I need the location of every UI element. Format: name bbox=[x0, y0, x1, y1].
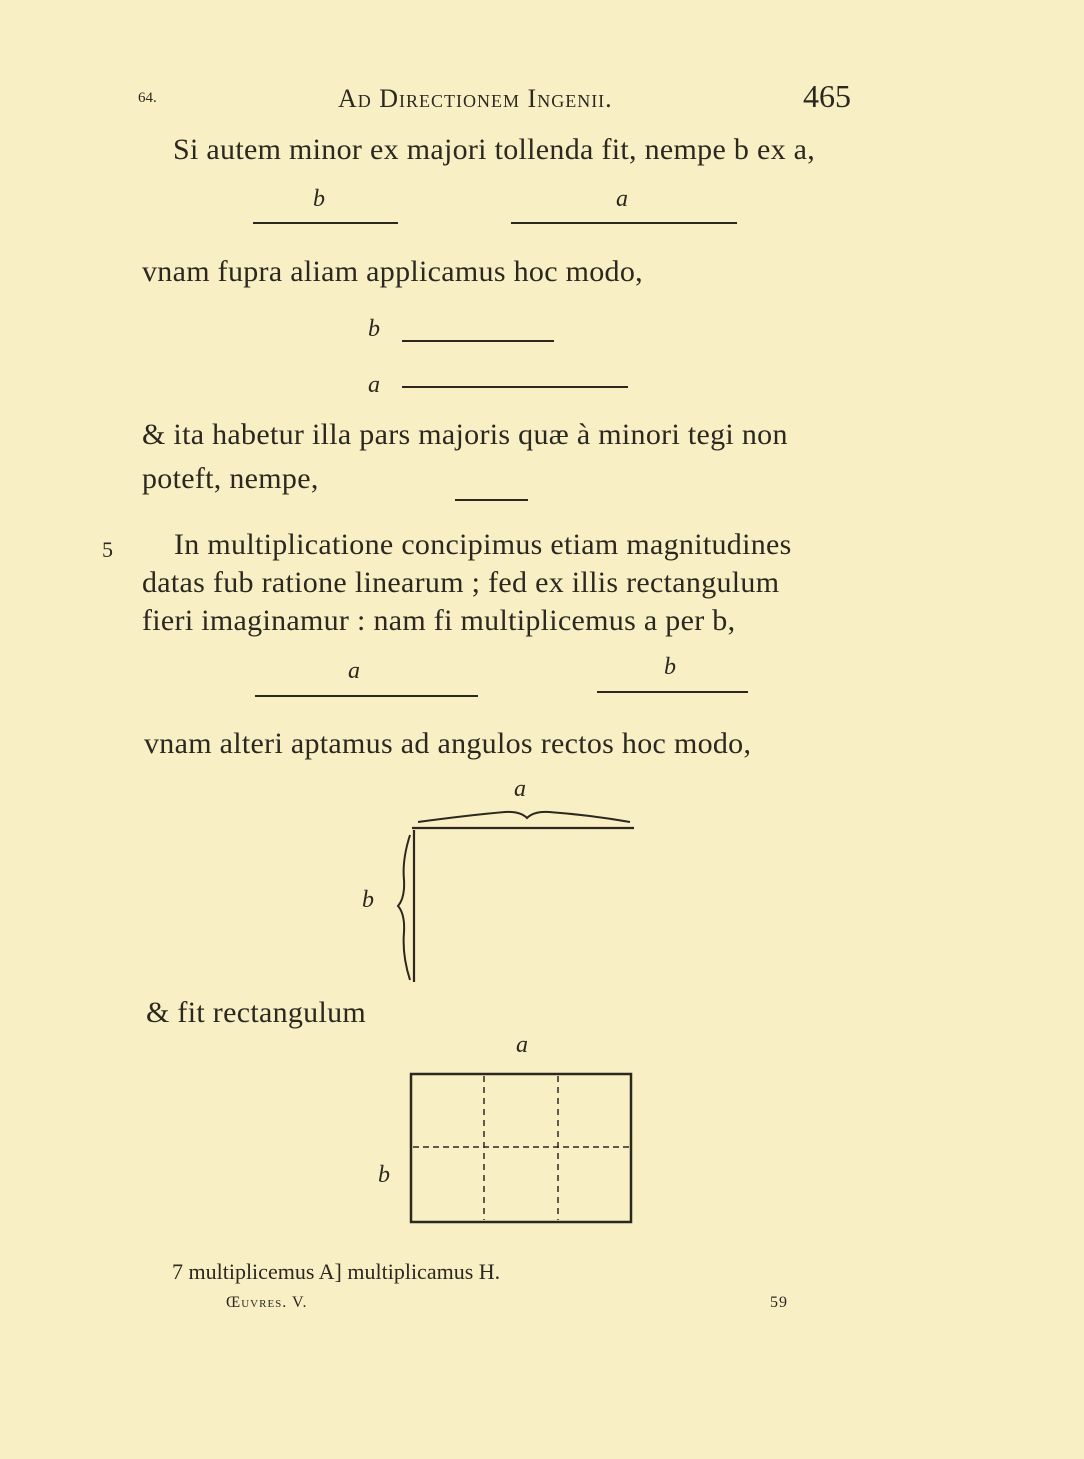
footer-sheet-number: 59 bbox=[770, 1294, 788, 1311]
label-b: b bbox=[313, 186, 325, 212]
footnote: 7 multiplicemus A] multiplicamus H. bbox=[172, 1259, 501, 1284]
footer-signature: Œuvres. V. bbox=[226, 1294, 308, 1311]
label-b: b bbox=[664, 654, 676, 680]
paragraph-6: & fit rectangulum bbox=[146, 996, 367, 1029]
label-a: a bbox=[368, 372, 380, 398]
paragraph-4-line-1: In multiplicatione concipimus etiam magnitudines bbox=[174, 528, 792, 561]
line-number: 5 bbox=[102, 537, 113, 562]
label-a: a bbox=[616, 186, 628, 212]
label-a: a bbox=[348, 658, 360, 684]
paragraph-2: vnam fupra aliam applicamus hoc modo, bbox=[142, 255, 643, 288]
paragraph-3-line-2: poteft, nempe, bbox=[142, 462, 319, 495]
paragraph-4-line-3: fieri imaginamur : nam fi multiplicemus a per b, bbox=[142, 604, 736, 637]
paragraph-3-line-1: & ita habetur illa pars majoris quæ à minori tegi non bbox=[142, 418, 788, 451]
header-page-left: 64. bbox=[138, 90, 157, 106]
label-a: a bbox=[516, 1032, 528, 1058]
running-title: Ad Directionem Ingenii. bbox=[338, 84, 613, 113]
label-b: b bbox=[378, 1162, 390, 1188]
label-a: a bbox=[514, 776, 526, 802]
label-b: b bbox=[362, 887, 374, 913]
header-page-right: 465 bbox=[803, 78, 851, 114]
paragraph-4-line-2: datas fub ratione linearum ; fed ex illis rectangulum bbox=[142, 566, 780, 599]
paragraph-5: vnam alteri aptamus ad angulos rectos hoc modo, bbox=[144, 727, 752, 760]
label-b: b bbox=[368, 316, 380, 342]
paragraph-1: Si autem minor ex majori tollenda fit, nempe b ex a, bbox=[173, 133, 816, 166]
